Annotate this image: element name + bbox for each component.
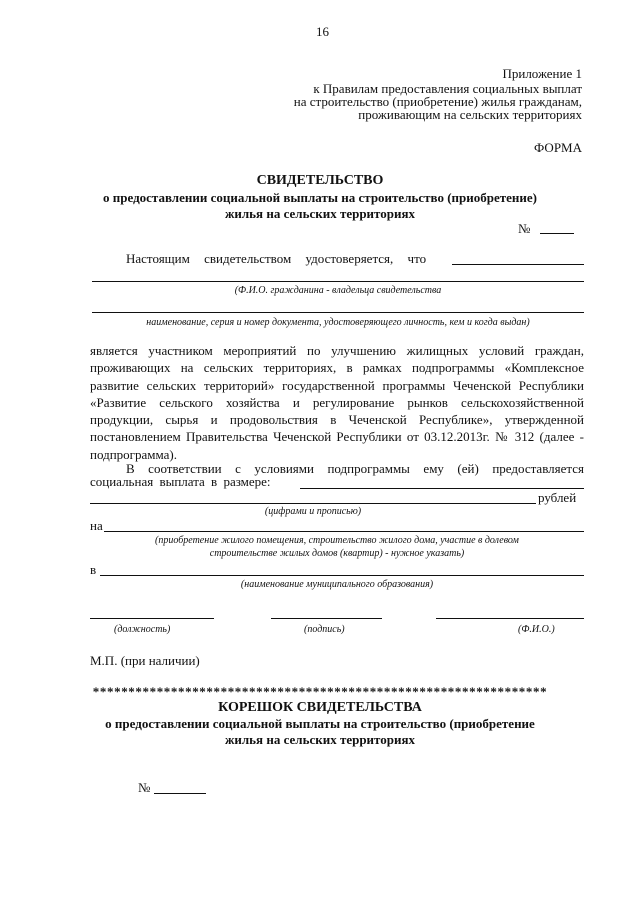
stub-subtitle: о предоставлении социальной выплаты на строительство (приобретение (105, 716, 535, 731)
appendix-line: к Правилам предоставления социальных выплат (313, 81, 582, 96)
paragraph-line: подпрограмма). (90, 446, 177, 462)
conditions-text: социальная выплата в размере: (90, 474, 271, 489)
certify-text: Настоящим свидетельством удостоверяется, что (126, 251, 427, 266)
paragraph-line: развитие сельских территорий» государственной программы Чеченской Республики (90, 377, 584, 393)
signer-fio-field[interactable] (436, 618, 584, 619)
appendix-line: проживающим на сельских территориях (358, 107, 582, 122)
certificate-number-field[interactable] (540, 233, 574, 234)
certificate-number-label: № (518, 221, 531, 236)
stamp-label: М.П. (при наличии) (90, 653, 200, 668)
na-label: на (90, 518, 103, 533)
separator-line: **************************************************************** (92, 684, 548, 699)
municipality-field[interactable] (100, 575, 584, 576)
paragraph-line: «Развитие сельского хозяйства и регулирование рынков сельскохозяйственной (90, 394, 584, 410)
amount-field-top[interactable] (300, 488, 584, 489)
paragraph-line: является участником мероприятий по улучшению жилищных условий граждан, (90, 343, 584, 358)
stub-title: КОРЕШОК СВИДЕТЕЛЬСТВА (218, 700, 422, 715)
page-number: 16 (316, 24, 329, 39)
amount-caption: (цифрами и прописью) (264, 506, 362, 517)
position-field[interactable] (90, 618, 214, 619)
paragraph-line: проживающих на сельских территориях, в рамках подпрограммы «Комплексное (90, 360, 584, 376)
identity-document-field[interactable] (92, 312, 584, 313)
forma-label: ФОРМА (534, 140, 582, 155)
rubles-label: рублей (538, 490, 577, 505)
participant-paragraph (90, 342, 584, 463)
identity-document-caption: наименование, серия и номер документа, удостоверяющего личность, кем и когда выдан) (146, 317, 530, 328)
stub-number-label: № (138, 780, 151, 795)
position-caption: (должность) (114, 624, 171, 635)
signature-caption: (подпись) (304, 624, 345, 635)
v-label: в (90, 562, 97, 577)
stub-number-field[interactable] (154, 793, 206, 794)
paragraph-line: продукции, сырья и продовольствия в Чеченской Республике», утвержденной (90, 412, 584, 428)
appendix-title: Приложение 1 (502, 66, 582, 81)
owner-fio-caption: (Ф.И.О. гражданина - владельца свидетельства (234, 285, 442, 296)
amount-field[interactable] (90, 503, 536, 504)
paragraph-line: постановлением Правительства Чеченской Республики от 03.12.2013г. № 312 (далее - (90, 429, 584, 445)
stub-subtitle: жилья на сельских территориях (224, 732, 416, 747)
purpose-field[interactable] (104, 531, 584, 532)
signer-fio-caption: (Ф.И.О.) (518, 624, 555, 635)
appendix-line: на строительство (приобретение) жилья гражданам, (293, 94, 582, 109)
signature-field[interactable] (271, 618, 382, 619)
purpose-caption: (приобретение жилого помещения, строительство жилого дома, участие в долевом (155, 535, 519, 546)
certificate-subtitle: о предоставлении социальной выплаты на строительство (приобретение) (103, 190, 537, 205)
certificate-subtitle: жилья на сельских территориях (224, 206, 416, 221)
citizen-name-field[interactable] (452, 264, 584, 265)
certificate-title: СВИДЕТЕЛЬСТВО (256, 173, 384, 188)
purpose-caption: строительстве жилых домов (квартир) - нужное указать) (209, 548, 465, 559)
conditions-text: В соответствии с условиями подпрограммы ему (ей) предоставляется (126, 461, 584, 476)
municipality-caption: (наименование муниципального образования) (240, 579, 434, 590)
owner-fio-field[interactable] (92, 281, 584, 282)
